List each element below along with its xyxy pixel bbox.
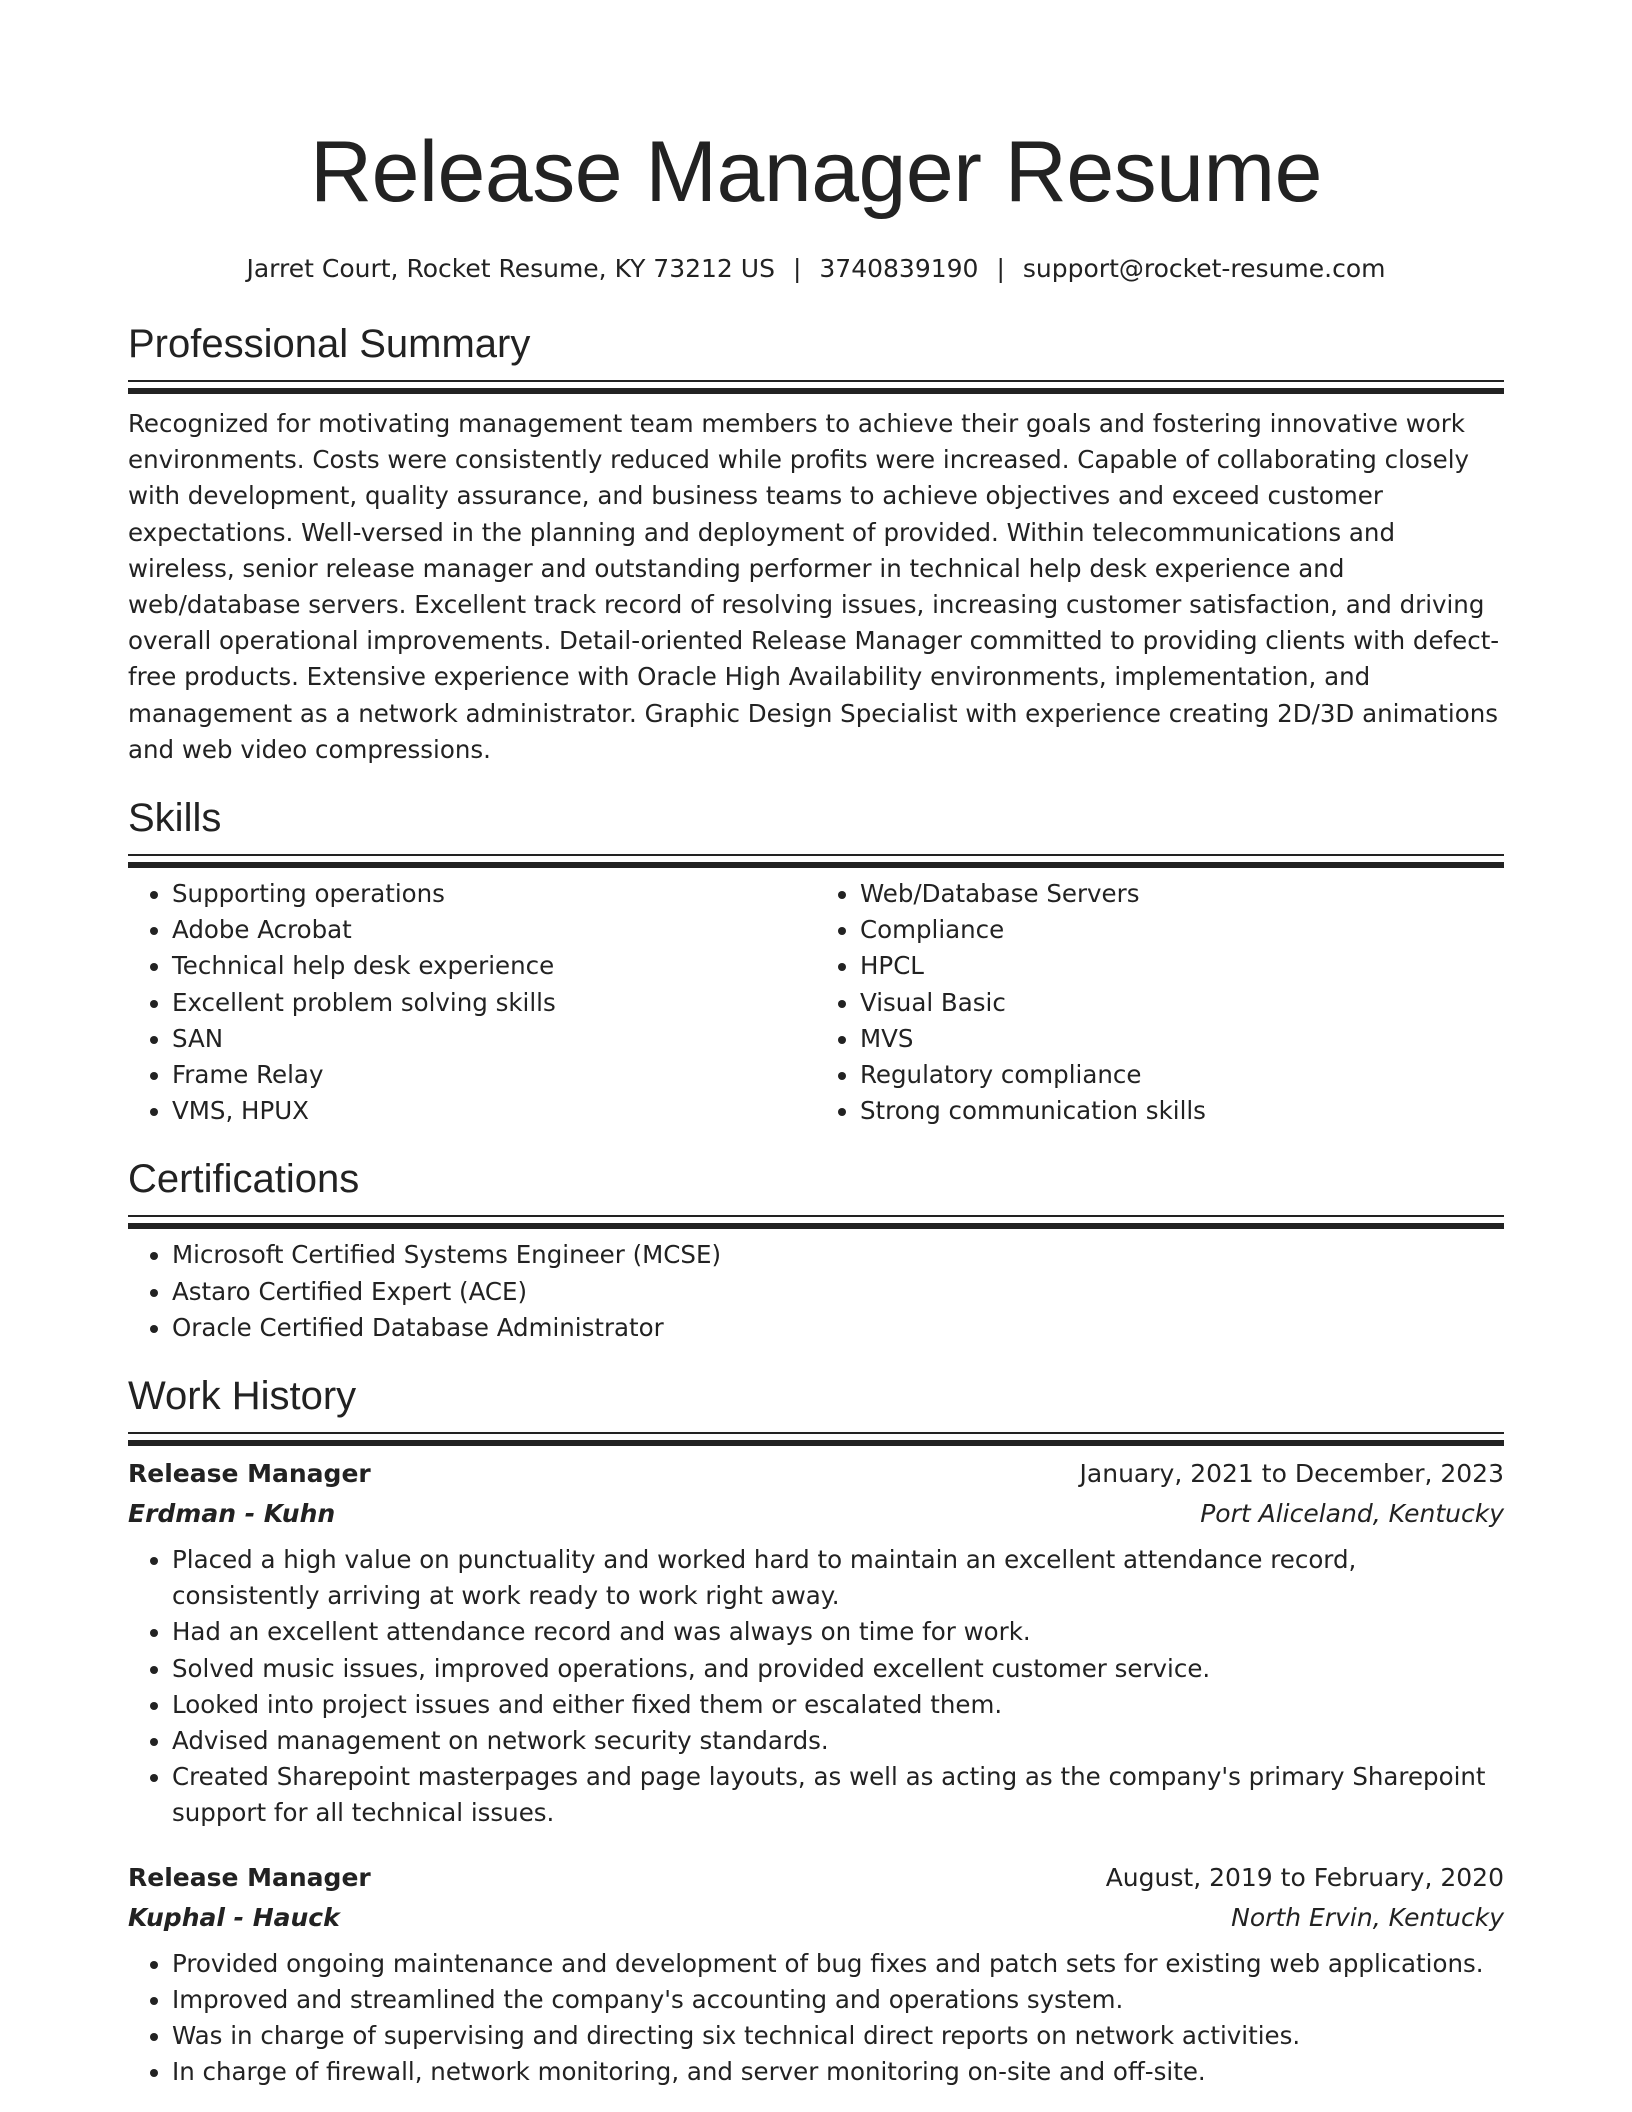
- skill-item: • Supporting operations: [172, 876, 816, 912]
- job-header: [128, 1858, 1504, 1898]
- certifications-section: [128, 1155, 1504, 1346]
- job-header: [128, 1454, 1504, 1494]
- certifications-list: [128, 1237, 1504, 1346]
- skill-item: • Excellent problem solving skills: [172, 985, 816, 1021]
- skills-section: [128, 794, 1504, 1129]
- certifications-heading: Certifications: [128, 1157, 360, 1202]
- skill-item: • MVS: [860, 1021, 1504, 1057]
- job-title: Release Manager: [128, 1862, 371, 1892]
- skill-item: • Web/Database Servers: [860, 876, 1504, 912]
- job-entry: [128, 1454, 1504, 1832]
- job-bullet: • Solved music issues, improved operations, and provided excellent customer service.: [172, 1651, 1504, 1687]
- certification-item: • Microsoft Certified Systems Engineer (MCSE): [172, 1237, 1504, 1273]
- skills-list-right: [816, 876, 1504, 1129]
- skill-item: • VMS, HPUX: [172, 1093, 816, 1129]
- skills-list-left: [128, 876, 816, 1129]
- job-subheader: [128, 1898, 1504, 1938]
- contact-phone: 3740839190: [819, 254, 979, 283]
- summary-section: [128, 320, 1504, 768]
- work-history-heading: Work History: [128, 1374, 357, 1419]
- job-bullet: • Created Sharepoint masterpages and page layouts, as well as acting as the company's primary Sharepoint support for all technical issues.: [172, 1759, 1504, 1831]
- page-title: Release Manager Resume: [310, 124, 1322, 220]
- job-bullet: • Looked into project issues and either fixed them or escalated them.: [172, 1687, 1504, 1723]
- skills-columns: [128, 868, 1504, 1129]
- skill-item: • Technical help desk experience: [172, 948, 816, 984]
- contact-line: [128, 252, 1504, 286]
- job-dates: August, 2019 to February, 2020: [1105, 1862, 1504, 1892]
- skills-heading: Skills: [128, 796, 222, 841]
- job-bullet: • In charge of firewall, network monitoring, and server monitoring on-site and off-site.: [172, 2054, 1504, 2090]
- skill-item: • HPCL: [860, 948, 1504, 984]
- skill-item: • Regulatory compliance: [860, 1057, 1504, 1093]
- job-location: North Ervin, Kentucky: [1231, 1902, 1504, 1932]
- job-bullet: • Was in charge of supervising and directing six technical direct reports on network activities.: [172, 2018, 1504, 2054]
- job-entry: [128, 1858, 1504, 2091]
- job-bullet: • Had an excellent attendance record and was always on time for work.: [172, 1614, 1504, 1650]
- summary-text: Recognized for motivating management team members to achieve their goals and fostering innovative work environments. Costs were consistently reduced while profits were increased. Capable of collaborating closely with development, quality assurance, and business teams to achieve objectives and exceed customer expectations. Well-versed in the planning and deployment of provided. Within telecommunications and wireless, senior release manager and outstanding performer in technical help desk experience and web/database servers. Excellent track record of resolving issues, increasing customer satisfaction, and driving overall operational improvements. Detail-oriented Release Manager committed to providing clients with defect-free products. Extensive experience with Oracle High Availability environments, implementation, and management as a network administrator. Graphic Design Specialist with experience creating 2D/3D animations and web video compressions.: [128, 409, 1500, 764]
- job-title: Release Manager: [128, 1459, 371, 1489]
- job-dates: January, 2021 to December, 2023: [1079, 1459, 1504, 1489]
- skill-item: • Compliance: [860, 912, 1504, 948]
- job-bullets: [128, 1542, 1504, 1832]
- certification-item: • Oracle Certified Database Administrator: [172, 1310, 1504, 1346]
- skill-item: • Strong communication skills: [860, 1093, 1504, 1129]
- job-bullets: [128, 1946, 1504, 2091]
- skill-item: • Adobe Acrobat: [172, 912, 816, 948]
- contact-separator: |: [996, 254, 1005, 283]
- job-bullet: • Placed a high value on punctuality and worked hard to maintain an excellent attendance record, consistently arriving at work ready to work right away.: [172, 1542, 1504, 1614]
- job-company: Kuphal - Hauck: [128, 1902, 340, 1932]
- skill-item: • SAN: [172, 1021, 816, 1057]
- job-company: Erdman - Kuhn: [128, 1499, 336, 1529]
- section-divider: [128, 1432, 1504, 1446]
- section-divider: [128, 1215, 1504, 1229]
- contact-separator: |: [792, 254, 802, 283]
- job-bullet: • Improved and streamlined the company's accounting and operations system.: [172, 1982, 1504, 2018]
- section-divider: [128, 380, 1504, 394]
- job-bullet: • Provided ongoing maintenance and development of bug fixes and patch sets for existing web applications.: [172, 1946, 1504, 1982]
- summary-heading: Professional Summary: [128, 322, 531, 366]
- job-subheader: [128, 1494, 1504, 1534]
- certification-item: • Astaro Certified Expert (ACE): [172, 1274, 1504, 1310]
- contact-address: Jarret Court, Rocket Resume, KY 73212 US: [246, 254, 775, 283]
- section-divider: [128, 854, 1504, 868]
- job-location: Port Aliceland, Kentucky: [1200, 1499, 1504, 1529]
- work-history-section: [128, 1372, 1504, 2090]
- job-bullet: • Advised management on network security standards.: [172, 1723, 1504, 1759]
- contact-email: support@rocket-resume.com: [1022, 254, 1386, 283]
- skill-item: • Visual Basic: [860, 985, 1504, 1021]
- skill-item: • Frame Relay: [172, 1057, 816, 1093]
